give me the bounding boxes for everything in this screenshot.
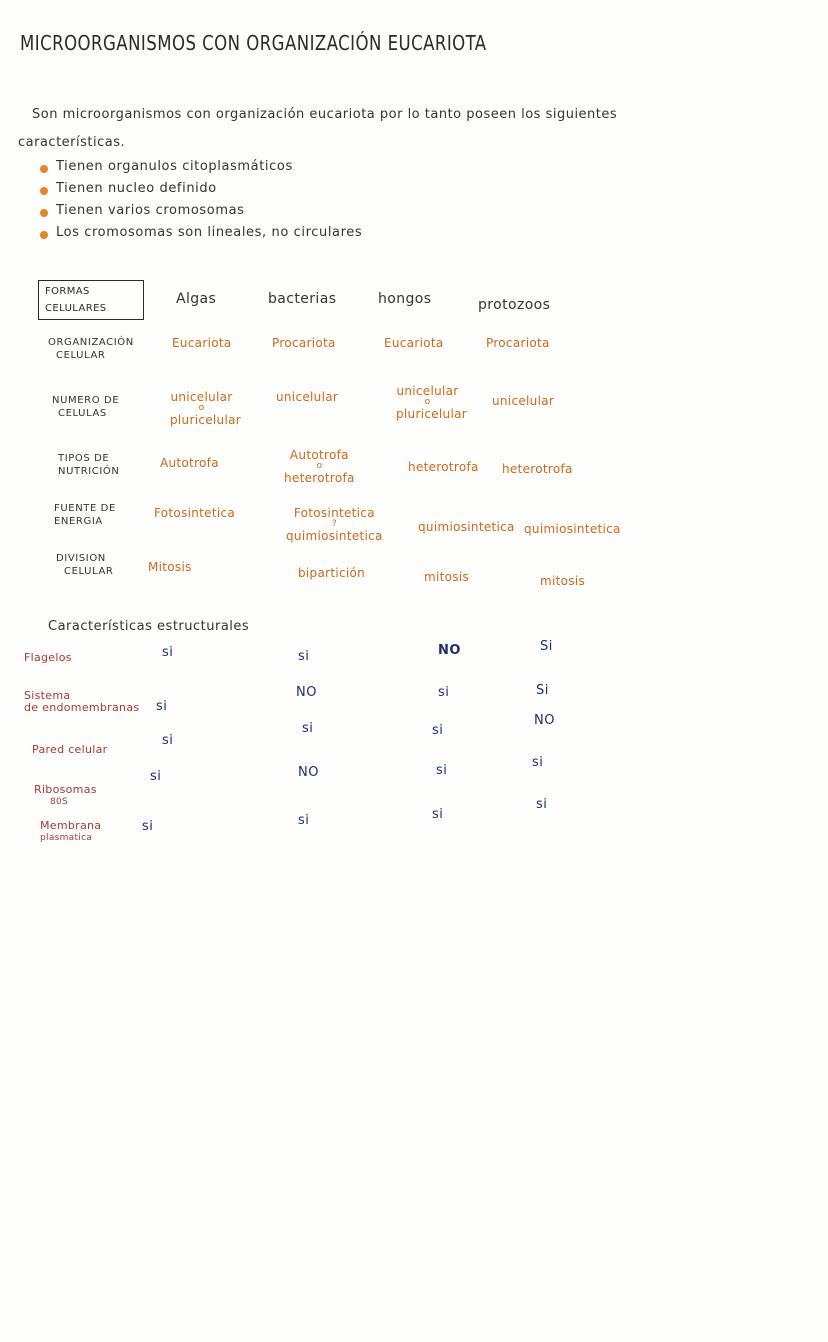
- cell-pared-bacterias: si: [302, 721, 314, 736]
- intro-line-1: Son microorganismos con organización eucariota por lo tanto poseen los siguientes: [32, 107, 618, 122]
- column-header-bacterias: bacterias: [268, 291, 337, 307]
- row-label-numero: NUMERO DE CELULAS: [52, 395, 120, 419]
- cell-energia-algas: Fotosintetica: [154, 506, 236, 520]
- structural-row-label: Flagelos: [24, 651, 72, 664]
- cell-numero-hongos: unicelular o pluricelular: [396, 384, 467, 421]
- list-item: Tienen nucleo definido: [40, 182, 362, 204]
- cell-flagelos-protozoos: Si: [540, 639, 553, 654]
- cell-nutricion-hongos: heterotrofa: [408, 460, 479, 474]
- bullet-dot-icon: [40, 165, 48, 173]
- cell-ribosomas-bacterias: NO: [298, 765, 319, 780]
- cell-endomembranas-protozoos: Si: [536, 683, 549, 698]
- cell-endomembranas-algas: si: [156, 699, 168, 714]
- cell-endomembranas-hongos: si: [438, 685, 450, 700]
- cell-division-protozoos: mitosis: [540, 574, 586, 588]
- cell-flagelos-bacterias: si: [298, 649, 310, 664]
- list-item: Los cromosomas son lineales, no circulares: [40, 226, 362, 248]
- cell-division-hongos: mitosis: [424, 570, 470, 584]
- cell-endomembranas-bacterias: NO: [296, 685, 317, 700]
- structural-row-label: Ribosomas 80S: [34, 783, 97, 807]
- cell-numero-bacterias: unicelular: [276, 390, 339, 404]
- structural-heading: Características estructurales: [48, 619, 250, 634]
- intro-line-2: características.: [18, 135, 126, 150]
- bullet-dot-icon: [40, 187, 48, 195]
- list-item: Tienen varios cromosomas: [40, 204, 362, 226]
- column-header-protozoos: protozoos: [478, 297, 551, 313]
- table-corner-header: FORMAS CELULARES: [38, 280, 144, 320]
- cell-ribosomas-hongos: si: [436, 763, 448, 778]
- list-item: Tienen organulos citoplasmáticos: [40, 160, 362, 182]
- cell-nutricion-bacterias: Autotrofa o heterotrofa: [284, 448, 355, 485]
- cell-division-bacterias: bipartición: [298, 566, 366, 580]
- cell-ribosomas-algas: si: [150, 769, 162, 784]
- structural-row-label: Pared celular: [32, 743, 108, 756]
- cell-flagelos-algas: si: [162, 645, 174, 660]
- cell-membrana-hongos: si: [432, 807, 444, 822]
- cell-division-algas: Mitosis: [148, 560, 192, 574]
- structural-row-label: Membrana plasmatica: [40, 819, 102, 843]
- cell-membrana-algas: si: [142, 819, 154, 834]
- cell-pared-protozoos: NO: [534, 713, 555, 728]
- cell-pared-hongos: si: [432, 723, 444, 738]
- characteristics-list: [40, 160, 362, 248]
- cell-energia-bacterias: Fotosintetica ? quimiosintetica: [286, 506, 383, 543]
- cell-membrana-bacterias: si: [298, 813, 310, 828]
- row-label-nutricion: TIPOS DE NUTRICIÓN: [58, 453, 120, 477]
- cell-nutricion-protozoos: heterotrofa: [502, 462, 573, 476]
- cell-organizacion-hongos: Eucariota: [384, 336, 444, 350]
- column-header-algas: Algas: [176, 291, 217, 307]
- cell-nutricion-algas: Autotrofa: [160, 456, 219, 470]
- cell-numero-algas: unicelular o pluricelular: [170, 390, 241, 427]
- row-label-organizacion: ORGANIZACIÓN CELULAR: [48, 337, 134, 361]
- structural-row-label: Sistema de endomembranas: [24, 689, 140, 714]
- cell-organizacion-algas: Eucariota: [172, 336, 232, 350]
- row-label-division: DIVISION CELULAR: [56, 553, 114, 577]
- bullet-dot-icon: [40, 209, 48, 217]
- cell-numero-protozoos: unicelular: [492, 394, 555, 408]
- cell-flagelos-hongos: NO: [438, 643, 461, 658]
- cell-pared-algas: si: [162, 733, 174, 748]
- page-title: MICROORGANISMOS CON ORGANIZACIÓN EUCARIOTA: [20, 31, 487, 55]
- cell-organizacion-protozoos: Procariota: [486, 336, 550, 350]
- cell-energia-protozoos: quimiosintetica: [524, 522, 621, 536]
- cell-energia-hongos: quimiosintetica: [418, 520, 515, 534]
- cell-membrana-protozoos: si: [536, 797, 548, 812]
- bullet-dot-icon: [40, 231, 48, 239]
- cell-organizacion-bacterias: Procariota: [272, 336, 336, 350]
- cell-ribosomas-protozoos: si: [532, 755, 544, 770]
- row-label-energia: FUENTE DE ENERGIA: [54, 503, 116, 527]
- column-header-hongos: hongos: [378, 291, 432, 307]
